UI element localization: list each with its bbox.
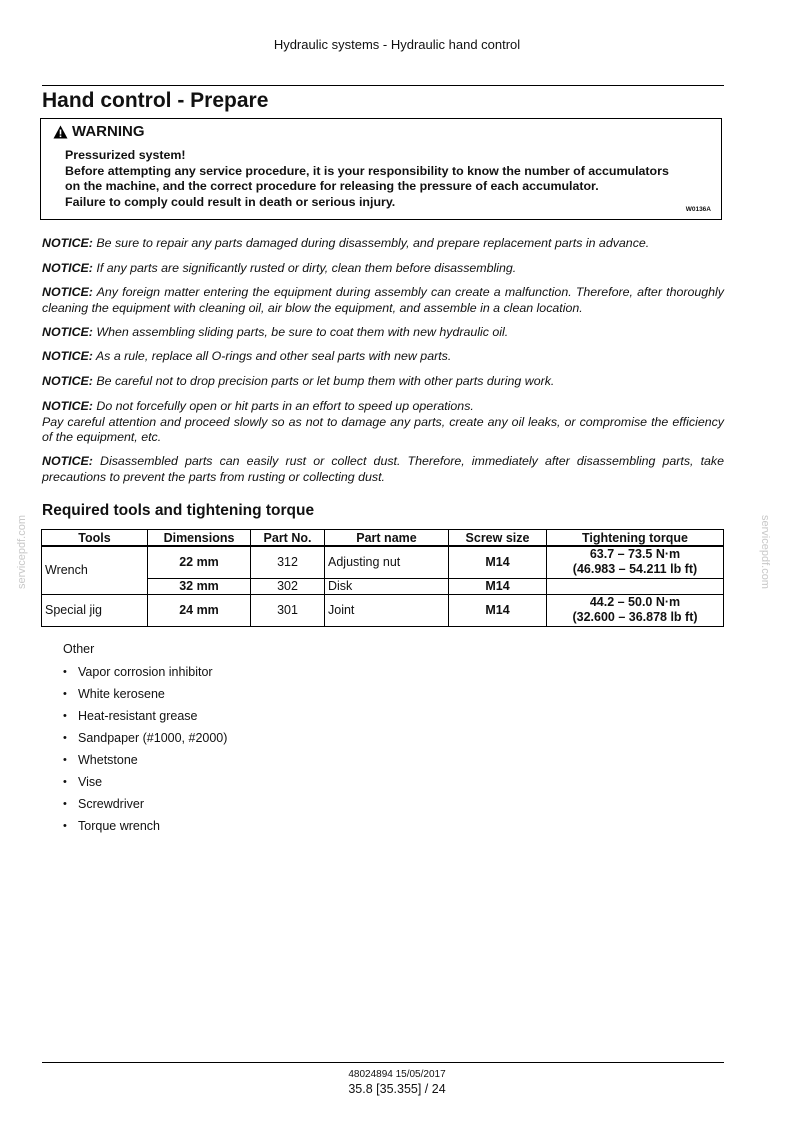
list-item: • Sandpaper (#1000, #2000) — [63, 731, 227, 753]
notice-label: NOTICE: — [42, 325, 93, 339]
warning-line: on the machine, and the correct procedure for releasing the pressure of each accumulator. — [65, 179, 599, 193]
tool-cell: Special jig — [42, 594, 148, 626]
section-title: Required tools and tightening torque — [42, 502, 315, 519]
list-item: • Whetstone — [63, 753, 227, 775]
warning-heading-label: WARNING — [72, 123, 145, 140]
notice-label: NOTICE: — [42, 236, 93, 250]
torque-metric: 44.2 – 50.0 N·m — [589, 595, 681, 609]
notice-text: Do not forcefully open or hit parts in an effort to speed up operations. — [92, 399, 474, 413]
torque-cell-empty — [547, 578, 724, 594]
notice-2 — [42, 261, 724, 277]
screw-size-cell: M14 — [449, 594, 547, 626]
torque-cell — [547, 546, 724, 578]
list-item: • Torque wrench — [63, 819, 227, 841]
torque-imperial: (46.983 – 54.211 lb ft) — [572, 562, 698, 577]
other-label: Other — [63, 642, 95, 656]
watermark-left: servicepdf.com — [16, 515, 28, 589]
part-name-cell: Joint — [325, 594, 449, 626]
list-item: • Vapor corrosion inhibitor — [63, 665, 227, 687]
page-title: Hand control - Prepare — [42, 89, 269, 112]
screw-size-cell: M14 — [449, 546, 547, 578]
warning-code: W0136A — [685, 206, 711, 213]
notice-label: NOTICE: — [42, 374, 93, 388]
list-item: • Heat-resistant grease — [63, 709, 227, 731]
warning-line: Before attempting any service procedure, it is your responsibility to know the number of accumulators — [65, 163, 669, 178]
notice-label: NOTICE: — [42, 399, 93, 413]
column-header: Screw size — [449, 530, 547, 547]
list-item: • White kerosene — [63, 687, 227, 709]
torque-imperial: (32.600 – 36.878 lb ft) — [572, 610, 698, 624]
notice-label: NOTICE: — [42, 454, 93, 468]
notice-label: NOTICE: — [42, 261, 93, 275]
footer-rule — [42, 1062, 724, 1063]
screw-size-cell: M14 — [449, 578, 547, 594]
warning-line: Pressurized system! — [65, 148, 186, 162]
notice-text: Be sure to repair any parts damaged during disassembly, and prepare replacement parts in advance. — [92, 236, 650, 250]
notice-5 — [42, 349, 724, 365]
column-header: Dimensions — [148, 530, 251, 547]
notice-8 — [42, 454, 724, 485]
column-header: Tightening torque — [547, 530, 724, 547]
table-row — [42, 594, 724, 626]
dimension-cell: 24 mm — [148, 594, 251, 626]
list-item: • Vise — [63, 775, 227, 797]
column-header: Tools — [42, 530, 148, 547]
notice-text: When assembling sliding parts, be sure to coat them with new hydraulic oil. — [92, 325, 509, 339]
running-header: Hydraulic systems - Hydraulic hand control — [273, 37, 521, 52]
notice-label: NOTICE: — [42, 349, 93, 363]
notice-1 — [42, 236, 724, 252]
footer-page-number: 35.8 [35.355] / 24 — [348, 1082, 446, 1096]
header-rule — [42, 85, 724, 86]
warning-heading — [53, 123, 145, 140]
part-no-cell: 302 — [251, 578, 325, 594]
part-name-cell: Adjusting nut — [325, 546, 449, 578]
notice-text-continued: Pay careful attention and proceed slowly so as not to damage any parts, create any oil leaks, or compromise the efficiency of the equipment, etc. — [42, 414, 724, 444]
table-row — [42, 546, 724, 578]
column-header: Part No. — [251, 530, 325, 547]
notice-label: NOTICE: — [42, 285, 93, 299]
notice-4 — [42, 325, 724, 341]
dimension-cell: 22 mm — [148, 546, 251, 578]
warning-line: Failure to comply could result in death or serious injury. — [65, 194, 396, 209]
notice-6 — [42, 374, 724, 390]
warning-body — [65, 148, 715, 210]
part-name-cell: Disk — [325, 578, 449, 594]
tools-table — [41, 529, 724, 627]
part-no-cell: 312 — [251, 546, 325, 578]
table-header-row — [42, 530, 724, 547]
notice-text: Disassembled parts can easily rust or collect dust. Therefore, immediately after disassembling parts, take precautions to prevent the parts from rusting or collecting dust. — [42, 454, 724, 484]
watermark-right: servicepdf.com — [759, 515, 771, 589]
notice-text: If any parts are significantly rusted or dirty, clean them before disassembling. — [92, 261, 517, 275]
warning-triangle-icon — [53, 125, 68, 139]
part-no-cell: 301 — [251, 594, 325, 626]
list-item: • Screwdriver — [63, 797, 227, 819]
dimension-cell: 32 mm — [148, 578, 251, 594]
torque-metric: 63.7 – 73.5 N·m — [589, 547, 681, 562]
notice-3 — [42, 285, 724, 316]
notice-text: Any foreign matter entering the equipment during assembly can create a malfunction. Therefore, after thoroughly cleaning the equipment with cleaning oil, air blow the equipment, and assemble in a clean location. — [42, 285, 724, 315]
notice-text: As a rule, replace all O-rings and other seal parts with new parts. — [92, 349, 452, 363]
column-header: Part name — [325, 530, 449, 547]
tool-cell: Wrench — [42, 546, 148, 594]
other-tools-list — [63, 665, 227, 841]
notice-7 — [42, 399, 724, 446]
notice-text: Be careful not to drop precision parts or let bump them with other parts during work. — [92, 374, 555, 388]
torque-cell — [547, 594, 724, 626]
footer-doc-code: 48024894 15/05/2017 — [348, 1069, 446, 1080]
warning-box — [40, 118, 722, 220]
